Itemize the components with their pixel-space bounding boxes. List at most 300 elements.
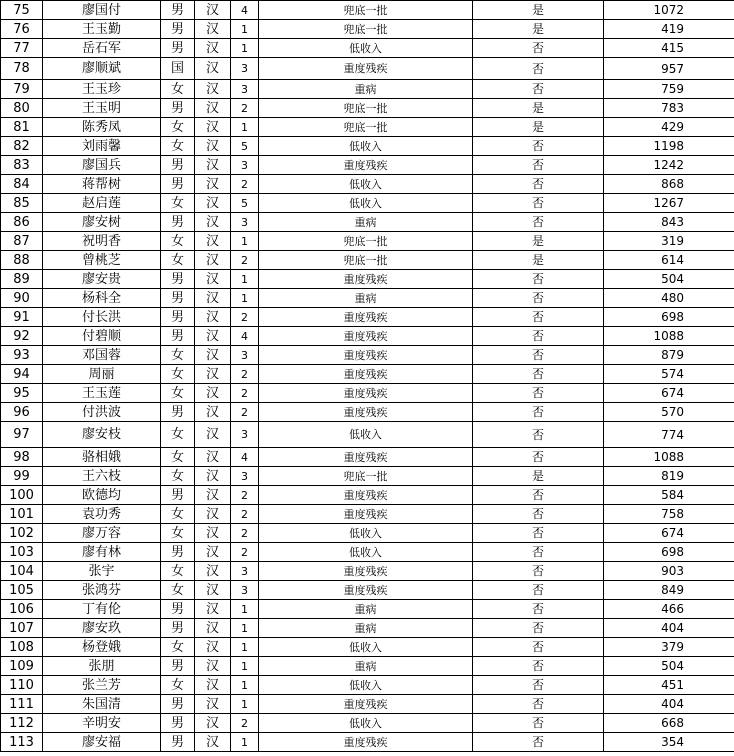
category-cell: 重度残疾 [259,403,473,422]
gender-cell: 男 [161,403,195,422]
name-cell: 廖顺斌 [43,58,161,80]
table-row [1,137,734,156]
gender-cell: 男 [161,486,195,505]
gender-cell: 女 [161,384,195,403]
household-size-cell: 4 [231,327,259,346]
table-row [1,422,734,448]
row-number: 83 [1,156,43,175]
household-size-cell: 4 [231,1,259,20]
category-cell: 低收入 [259,543,473,562]
category-cell: 重度残疾 [259,581,473,600]
table-row [1,20,734,39]
table-row [1,600,734,619]
amount-cell: 379 [604,638,734,657]
ethnicity-cell: 汉 [195,562,231,581]
category-cell: 重度残疾 [259,384,473,403]
gender-cell: 男 [161,308,195,327]
gender-cell: 男 [161,695,195,714]
gender-cell: 女 [161,448,195,467]
amount-cell: 404 [604,695,734,714]
flag-cell: 否 [473,733,604,752]
name-cell: 刘雨馨 [43,137,161,156]
ethnicity-cell: 汉 [195,232,231,251]
row-number: 98 [1,448,43,467]
household-size-cell: 2 [231,99,259,118]
household-size-cell: 1 [231,289,259,308]
household-size-cell: 2 [231,543,259,562]
gender-cell: 女 [161,137,195,156]
ethnicity-cell: 汉 [195,638,231,657]
flag-cell: 否 [473,600,604,619]
ethnicity-cell: 汉 [195,251,231,270]
gender-cell: 女 [161,524,195,543]
table-row [1,194,734,213]
ethnicity-cell: 汉 [195,80,231,99]
table-row [1,39,734,58]
gender-cell: 男 [161,270,195,289]
gender-cell: 女 [161,346,195,365]
name-cell: 廖安枝 [43,422,161,448]
gender-cell: 男 [161,327,195,346]
category-cell: 重度残疾 [259,448,473,467]
category-cell: 低收入 [259,39,473,58]
household-size-cell: 5 [231,194,259,213]
ethnicity-cell: 汉 [195,543,231,562]
table-row [1,289,734,308]
ethnicity-cell: 汉 [195,1,231,20]
household-size-cell: 1 [231,676,259,695]
amount-cell: 674 [604,524,734,543]
ethnicity-cell: 汉 [195,619,231,638]
ethnicity-cell: 汉 [195,657,231,676]
flag-cell: 否 [473,638,604,657]
household-size-cell: 2 [231,505,259,524]
category-cell: 低收入 [259,175,473,194]
flag-cell: 否 [473,619,604,638]
ethnicity-cell: 汉 [195,505,231,524]
ethnicity-cell: 汉 [195,403,231,422]
flag-cell: 否 [473,308,604,327]
row-number: 85 [1,194,43,213]
name-cell: 杨科全 [43,289,161,308]
name-cell: 张宇 [43,562,161,581]
flag-cell: 否 [473,448,604,467]
name-cell: 周丽 [43,365,161,384]
category-cell: 兜底一批 [259,118,473,137]
household-size-cell: 1 [231,600,259,619]
household-size-cell: 2 [231,403,259,422]
name-cell: 廖国兵 [43,156,161,175]
table-row [1,58,734,80]
row-number: 106 [1,600,43,619]
row-number: 75 [1,1,43,20]
ethnicity-cell: 汉 [195,137,231,156]
category-cell: 低收入 [259,422,473,448]
amount-cell: 759 [604,80,734,99]
table-row [1,118,734,137]
household-size-cell: 1 [231,695,259,714]
gender-cell: 男 [161,619,195,638]
ethnicity-cell: 汉 [195,365,231,384]
amount-cell: 843 [604,213,734,232]
table-row [1,657,734,676]
gender-cell: 男 [161,657,195,676]
amount-cell: 429 [604,118,734,137]
household-size-cell: 2 [231,308,259,327]
flag-cell: 否 [473,384,604,403]
table-row [1,175,734,194]
household-size-cell: 3 [231,467,259,486]
gender-cell: 女 [161,562,195,581]
flag-cell: 是 [473,118,604,137]
name-cell: 骆相娥 [43,448,161,467]
table-row [1,467,734,486]
name-cell: 杨登娥 [43,638,161,657]
flag-cell: 否 [473,714,604,733]
household-size-cell: 2 [231,384,259,403]
gender-cell: 国 [161,58,195,80]
ethnicity-cell: 汉 [195,20,231,39]
row-number: 81 [1,118,43,137]
table-row [1,676,734,695]
table-row [1,365,734,384]
ethnicity-cell: 汉 [195,118,231,137]
category-cell: 重病 [259,80,473,99]
ethnicity-cell: 汉 [195,695,231,714]
category-cell: 兜底一批 [259,20,473,39]
flag-cell: 是 [473,1,604,20]
household-size-cell: 2 [231,251,259,270]
flag-cell: 否 [473,270,604,289]
category-cell: 重度残疾 [259,562,473,581]
ethnicity-cell: 汉 [195,346,231,365]
category-cell: 重度残疾 [259,270,473,289]
name-cell: 张鸿芬 [43,581,161,600]
category-cell: 重病 [259,657,473,676]
table-row [1,384,734,403]
row-number: 99 [1,467,43,486]
row-number: 77 [1,39,43,58]
table-row [1,1,734,20]
amount-cell: 504 [604,270,734,289]
table-row [1,562,734,581]
flag-cell: 否 [473,213,604,232]
name-cell: 张兰芳 [43,676,161,695]
gender-cell: 女 [161,505,195,524]
amount-cell: 614 [604,251,734,270]
table-row [1,327,734,346]
ethnicity-cell: 汉 [195,270,231,289]
table-row [1,99,734,118]
row-number: 79 [1,80,43,99]
table-row [1,695,734,714]
amount-cell: 698 [604,308,734,327]
amount-cell: 783 [604,99,734,118]
flag-cell: 否 [473,505,604,524]
flag-cell: 否 [473,486,604,505]
category-cell: 兜底一批 [259,251,473,270]
table-row [1,638,734,657]
amount-cell: 570 [604,403,734,422]
name-cell: 王玉勤 [43,20,161,39]
table-row [1,448,734,467]
row-number: 111 [1,695,43,714]
name-cell: 付长洪 [43,308,161,327]
name-cell: 廖安树 [43,213,161,232]
name-cell: 廖国付 [43,1,161,20]
name-cell: 廖万容 [43,524,161,543]
table-row [1,232,734,251]
flag-cell: 否 [473,194,604,213]
amount-cell: 354 [604,733,734,752]
category-cell: 重度残疾 [259,733,473,752]
household-size-cell: 2 [231,714,259,733]
flag-cell: 否 [473,289,604,308]
row-number: 101 [1,505,43,524]
flag-cell: 否 [473,562,604,581]
gender-cell: 男 [161,175,195,194]
flag-cell: 否 [473,175,604,194]
gender-cell: 女 [161,467,195,486]
flag-cell: 否 [473,676,604,695]
household-size-cell: 1 [231,619,259,638]
category-cell: 重度残疾 [259,327,473,346]
flag-cell: 否 [473,137,604,156]
flag-cell: 是 [473,20,604,39]
gender-cell: 女 [161,638,195,657]
household-size-cell: 1 [231,638,259,657]
row-number: 97 [1,422,43,448]
ethnicity-cell: 汉 [195,58,231,80]
row-number: 94 [1,365,43,384]
gender-cell: 男 [161,543,195,562]
name-cell: 丁有伦 [43,600,161,619]
gender-cell: 男 [161,39,195,58]
household-size-cell: 3 [231,422,259,448]
amount-cell: 480 [604,289,734,308]
name-cell: 王六枝 [43,467,161,486]
table-row [1,619,734,638]
amount-cell: 584 [604,486,734,505]
ethnicity-cell: 汉 [195,175,231,194]
ethnicity-cell: 汉 [195,422,231,448]
flag-cell: 否 [473,657,604,676]
gender-cell: 男 [161,20,195,39]
gender-cell: 男 [161,213,195,232]
flag-cell: 否 [473,403,604,422]
flag-cell: 否 [473,695,604,714]
amount-cell: 879 [604,346,734,365]
name-cell: 廖安福 [43,733,161,752]
amount-cell: 319 [604,232,734,251]
flag-cell: 是 [473,232,604,251]
name-cell: 陈秀凤 [43,118,161,137]
household-size-cell: 1 [231,118,259,137]
name-cell: 王玉明 [43,99,161,118]
gender-cell: 男 [161,156,195,175]
household-size-cell: 3 [231,58,259,80]
gender-cell: 女 [161,232,195,251]
row-number: 88 [1,251,43,270]
row-number: 109 [1,657,43,676]
flag-cell: 否 [473,346,604,365]
amount-cell: 1198 [604,137,734,156]
household-size-cell: 1 [231,20,259,39]
table-row [1,308,734,327]
flag-cell: 否 [473,156,604,175]
amount-cell: 774 [604,422,734,448]
category-cell: 重度残疾 [259,58,473,80]
amount-cell: 419 [604,20,734,39]
name-cell: 祝明香 [43,232,161,251]
ethnicity-cell: 汉 [195,308,231,327]
category-cell: 重度残疾 [259,505,473,524]
ethnicity-cell: 汉 [195,600,231,619]
amount-cell: 819 [604,467,734,486]
ethnicity-cell: 汉 [195,156,231,175]
table-row [1,270,734,289]
category-cell: 兜底一批 [259,232,473,251]
household-size-cell: 4 [231,448,259,467]
household-size-cell: 2 [231,524,259,543]
row-number: 76 [1,20,43,39]
gender-cell: 女 [161,676,195,695]
flag-cell: 否 [473,39,604,58]
amount-cell: 504 [604,657,734,676]
gender-cell: 男 [161,600,195,619]
table-row [1,733,734,752]
household-size-cell: 1 [231,232,259,251]
ethnicity-cell: 汉 [195,39,231,58]
row-number: 92 [1,327,43,346]
flag-cell: 是 [473,99,604,118]
household-size-cell: 5 [231,137,259,156]
category-cell: 低收入 [259,194,473,213]
category-cell: 重度残疾 [259,308,473,327]
row-number: 113 [1,733,43,752]
flag-cell: 是 [473,251,604,270]
name-cell: 王玉莲 [43,384,161,403]
name-cell: 王玉珍 [43,80,161,99]
household-size-cell: 2 [231,486,259,505]
category-cell: 兜底一批 [259,1,473,20]
flag-cell: 否 [473,365,604,384]
row-number: 82 [1,137,43,156]
category-cell: 低收入 [259,137,473,156]
gender-cell: 男 [161,733,195,752]
ethnicity-cell: 汉 [195,524,231,543]
ethnicity-cell: 汉 [195,213,231,232]
table-body [1,1,734,752]
gender-cell: 女 [161,194,195,213]
amount-cell: 957 [604,58,734,80]
household-size-cell: 3 [231,581,259,600]
amount-cell: 574 [604,365,734,384]
ethnicity-cell: 汉 [195,327,231,346]
amount-cell: 758 [604,505,734,524]
row-number: 108 [1,638,43,657]
category-cell: 重度残疾 [259,486,473,505]
household-size-cell: 1 [231,733,259,752]
amount-cell: 698 [604,543,734,562]
table-row [1,156,734,175]
flag-cell: 否 [473,58,604,80]
row-number: 78 [1,58,43,80]
household-size-cell: 3 [231,346,259,365]
amount-cell: 466 [604,600,734,619]
category-cell: 重度残疾 [259,346,473,365]
category-cell: 低收入 [259,676,473,695]
flag-cell: 否 [473,524,604,543]
ethnicity-cell: 汉 [195,486,231,505]
row-number: 93 [1,346,43,365]
table-row [1,543,734,562]
row-number: 95 [1,384,43,403]
row-number: 112 [1,714,43,733]
table-row [1,251,734,270]
name-cell: 廖有林 [43,543,161,562]
amount-cell: 1088 [604,327,734,346]
ethnicity-cell: 汉 [195,467,231,486]
category-cell: 重病 [259,619,473,638]
gender-cell: 男 [161,714,195,733]
amount-cell: 849 [604,581,734,600]
name-cell: 曾桃芝 [43,251,161,270]
row-number: 91 [1,308,43,327]
table-row [1,524,734,543]
household-size-cell: 1 [231,39,259,58]
category-cell: 重病 [259,289,473,308]
gender-cell: 女 [161,365,195,384]
household-size-cell: 1 [231,270,259,289]
amount-cell: 868 [604,175,734,194]
household-size-cell: 3 [231,562,259,581]
flag-cell: 是 [473,467,604,486]
household-size-cell: 2 [231,175,259,194]
amount-cell: 415 [604,39,734,58]
amount-cell: 674 [604,384,734,403]
table-row [1,80,734,99]
flag-cell: 否 [473,543,604,562]
gender-cell: 男 [161,1,195,20]
row-number: 107 [1,619,43,638]
table-row [1,505,734,524]
name-cell: 赵启莲 [43,194,161,213]
row-number: 100 [1,486,43,505]
amount-cell: 404 [604,619,734,638]
amount-cell: 903 [604,562,734,581]
table-row [1,714,734,733]
table-row [1,213,734,232]
category-cell: 兜底一批 [259,467,473,486]
ethnicity-cell: 汉 [195,194,231,213]
row-number: 96 [1,403,43,422]
name-cell: 邓国蓉 [43,346,161,365]
gender-cell: 女 [161,422,195,448]
category-cell: 重病 [259,213,473,232]
name-cell: 朱国清 [43,695,161,714]
household-size-cell: 3 [231,156,259,175]
ethnicity-cell: 汉 [195,676,231,695]
row-number: 104 [1,562,43,581]
household-size-cell: 3 [231,80,259,99]
name-cell: 付洪波 [43,403,161,422]
gender-cell: 女 [161,80,195,99]
gender-cell: 男 [161,289,195,308]
amount-cell: 1242 [604,156,734,175]
row-number: 102 [1,524,43,543]
name-cell: 蒋帮树 [43,175,161,194]
